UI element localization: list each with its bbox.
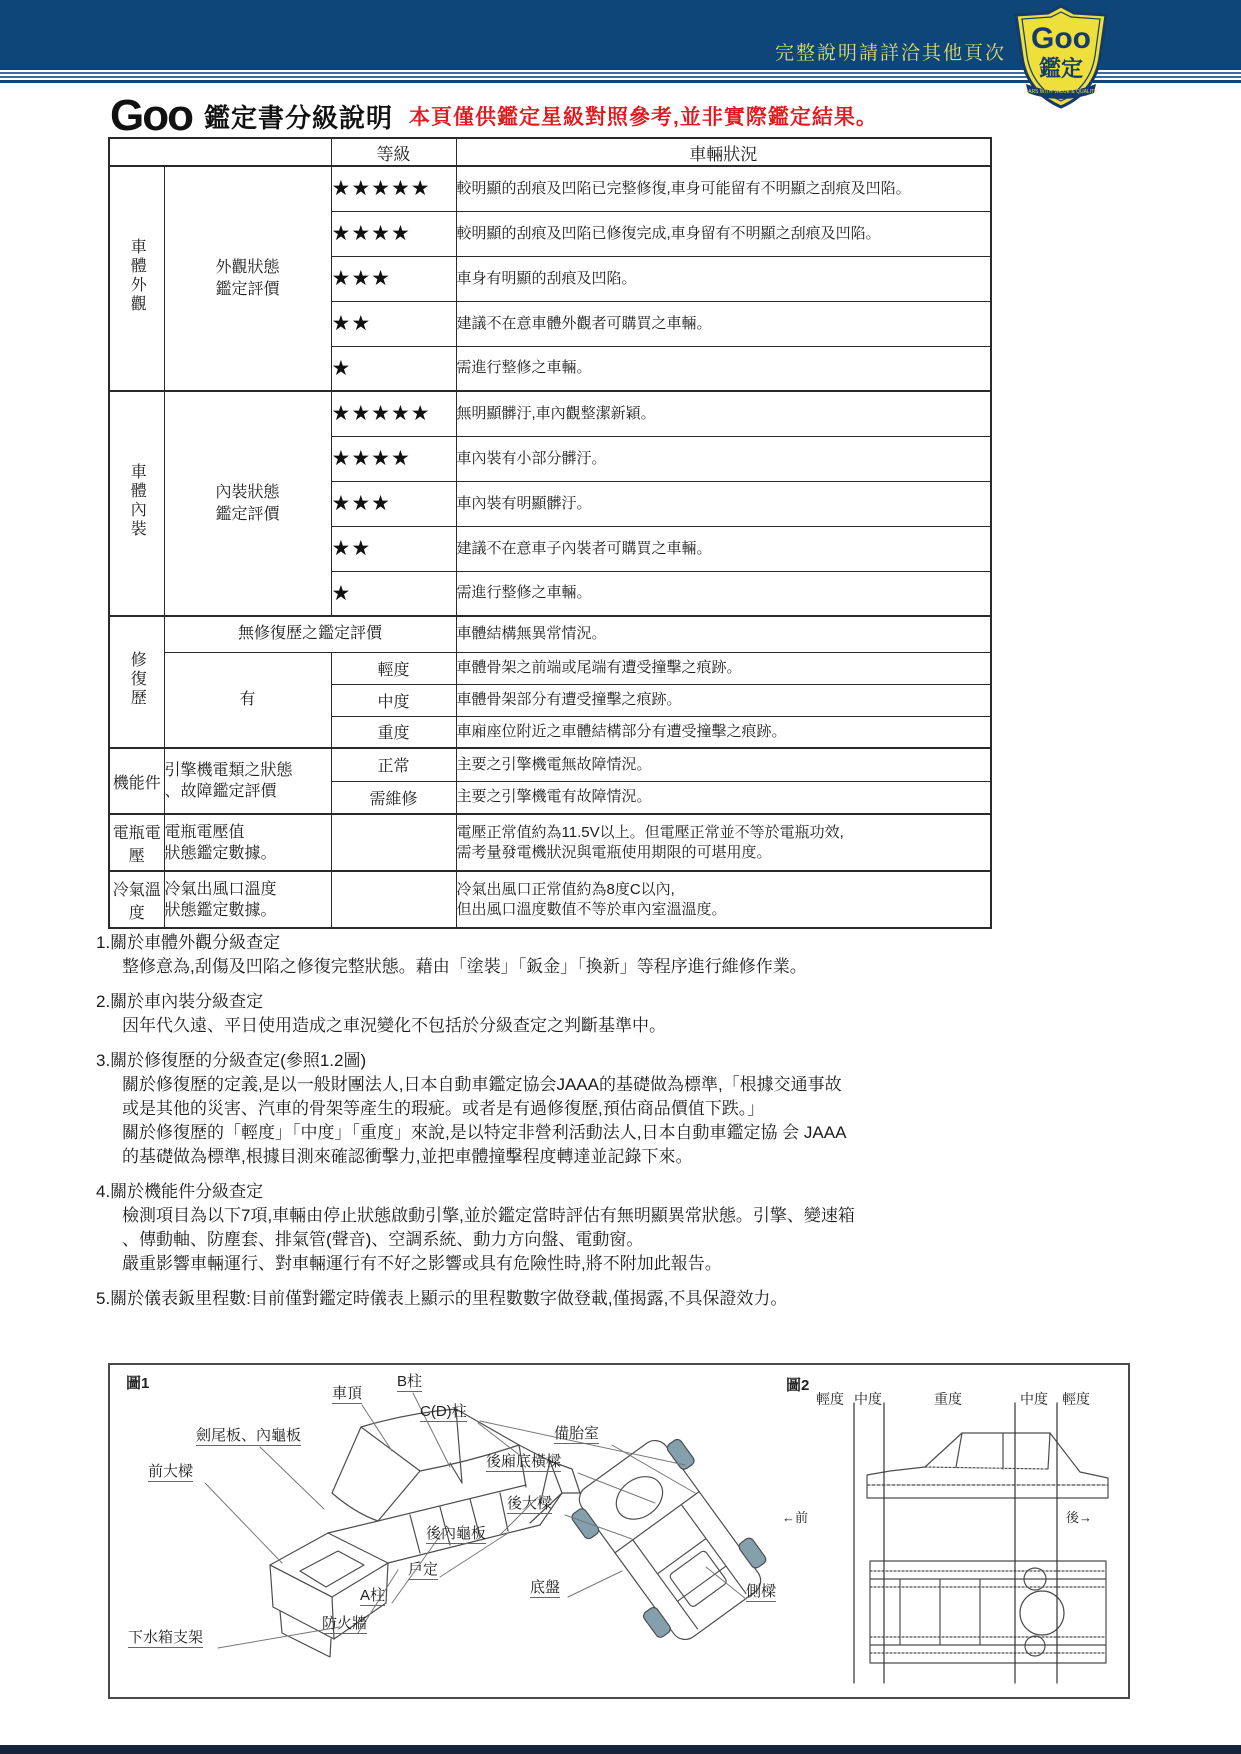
ac-sub-label: 冷氣出風口溫度 狀態鑑定數據。 [164,871,331,928]
category-repair: 修復歷 [109,616,164,748]
functional-sub-label: 引擎機電類之狀態 、故障鑑定評價 [164,748,331,814]
grade-cell: ★★ [331,301,456,346]
banner-notice: 完整說明請詳洽其他頁次 [774,43,1006,64]
desc-cell: 較明顯的刮痕及凹陷已完整修復,車身可能留有不明顯之刮痕及凹陷。 [456,166,991,211]
zone-label-light-left: 輕度 [816,1391,844,1407]
page-title: 鑑定書分級說明 [203,102,393,133]
callout-radiator-support: 下水箱支架 [128,1629,204,1646]
goo-kantei-badge [1013,4,1109,110]
header-condition: 車輛狀況 [456,138,991,166]
zone-label-medium-left: 中度 [854,1391,882,1407]
front-direction-arrow: ←前 [782,1510,809,1525]
desc-cell: 主要之引擎機電無故障情況。 [456,748,991,781]
zone-label-medium-right: 中度 [1020,1391,1048,1407]
grade-cell: 需維修 [331,781,456,814]
car-side-profile-drawing [867,1433,1108,1498]
shield-badge-icon [1013,4,1109,110]
desc-cell: 較明顯的刮痕及凹陷已修復完成,車身留有不明顯之刮痕及凹陷。 [456,211,991,256]
desc-cell: 電壓正常值約為11.5V以上。但電壓正常並不等於電瓶功效, 需考量發電機狀況與電瓶使用期限的可堪用度。 [456,814,991,871]
battery-sub-label: 電瓶電壓值 狀態鑑定數據。 [164,814,331,871]
footer-bar [0,1745,1241,1754]
callout-b-pillar: B柱 [397,1373,423,1390]
empty-grade-cell [331,871,456,928]
goo-logo: Goo [110,91,192,140]
figure-box [108,1363,1130,1699]
grade-cell: ★★ [331,526,456,571]
badge-kantei-text: 鑑定 [1038,56,1084,81]
interior-sub-label: 內裝狀態 鑑定評價 [164,391,331,616]
badge-ribbon-text: CARS WITH VALUE & QUALITY [1024,89,1098,95]
note-1: 1.關於車體外觀分級查定 整修意為,刮傷及凹陷之修復完整狀態。藉由「塗裝」「鈑金」「換新」等程序進行維修作業。 [96,933,807,976]
callout-roof: 車頂 [332,1385,363,1402]
rear-direction-arrow: 後→ [1066,1510,1093,1525]
callout-sill: 戶定 [408,1561,439,1578]
grade-cell: 輕度 [331,652,456,684]
desc-cell: 需進行整修之車輛。 [456,571,991,616]
grade-cell: ★★★★★ [331,391,456,436]
figure-drawings [110,1365,1128,1695]
callout-tail-panel: 劍尾板、內龜板 [196,1427,302,1444]
callout-side-beam: 側樑 [746,1583,777,1600]
car-frame-isometric-drawing [270,1409,580,1657]
page-warning: 本頁僅供鑑定星級對照參考,並非實際鑑定結果。 [409,106,878,129]
note-3: 3.關於修復歷的分級查定(參照1.2圖) 關於修復歷的定義,是以一般財團法人,日本自動車鑑定協会JAAA的基礎做為標準,「根據交通事故 或是其他的災害、汽車的骨架等產生的瑕疵。或者是有過修復歷,預估商品價值下跌。」 關於修復歷的「輕度」「中度」「重度」來說,是以特定非營利活動法人,日本自動車鑑定協 会 JAAA 的基礎做為標準,根據目測來確認衝擊力,並把車體撞擊程度轉達並記錄下來。 [96,1051,847,1166]
badge-goo-text: Goo [1031,22,1091,55]
desc-cell: 無明顯髒汙,車內觀整潔新穎。 [456,391,991,436]
desc-cell: 車體骨架部分有遭受撞擊之痕跡。 [456,684,991,716]
callout-rear-inner-panel: 後內龜板 [426,1525,487,1542]
category-battery: 電瓶電壓 [109,814,164,871]
callout-a-pillar: A柱 [360,1587,386,1604]
desc-cell: 主要之引擎機電有故障情況。 [456,781,991,814]
note-5: 5.關於儀表鈑里程數:目前僅對鑑定時儀表上顯示的里程數數字做登載,僅揭露,不具保證效力。 [96,1289,788,1308]
callout-firewall: 防火牆 [322,1615,368,1632]
header-empty-cell [109,138,331,166]
note-4: 4.關於機能件分級查定 檢測項目為以下7項,車輛由停止狀態啟動引擎,並於鑑定當時評估有無明顯異常狀態。引擎、變速箱 、傳動軸、防塵套、排氣管(聲音)、空調系統、動力方向盤、電動窗。 嚴重影響車輛運行、對車輛運行有不好之影響或具有危險性時,將不附加此報告。 [96,1182,855,1273]
exterior-sub-label: 外觀狀態 鑑定評價 [164,166,331,391]
desc-cell: 車體骨架之前端或尾端有遭受撞擊之痕跡。 [456,652,991,684]
note-2: 2.關於車內裝分級查定 因年代久遠、平日使用造成之車況變化不包括於分級查定之判斷基準中。 [96,992,666,1035]
grade-cell: 正常 [331,748,456,781]
category-interior: 車體內裝 [109,391,164,616]
desc-cell: 冷氣出風口正常值約為8度C以內, 但出風口溫度數值不等於車內室溫溫度。 [456,871,991,928]
grade-cell: ★ [331,571,456,616]
grade-cell: ★★★ [331,481,456,526]
category-ac: 冷氣溫度 [109,871,164,928]
callout-chassis: 底盤 [530,1579,561,1596]
title-row [110,91,878,140]
desc-cell: 車廂座位附近之車體結構部分有遭受撞擊之痕跡。 [456,716,991,748]
desc-cell: 車身有明顯的刮痕及凹陷。 [456,256,991,301]
callout-spare-room: 備胎室 [554,1425,600,1442]
callout-rear-floor-cross: 後廂底橫樑 [486,1453,562,1470]
notes-section [96,931,1136,1322]
car-underside-plan-drawing [870,1561,1106,1663]
zone-label-light-right: 輕度 [1062,1391,1090,1407]
grade-cell: ★★★★★ [331,166,456,211]
callout-rear-beam: 後大樑 [507,1495,553,1512]
fig2-label: 圖2 [786,1377,810,1394]
zone-label-heavy: 重度 [934,1391,962,1407]
grade-cell: ★★★★ [331,436,456,481]
category-exterior: 車體外觀 [109,166,164,391]
desc-cell: 車內裝有明顯髒汙。 [456,481,991,526]
car-underside-tilted-drawing [562,1426,779,1654]
desc-cell: 建議不在意車體外觀者可購買之車輛。 [456,301,991,346]
desc-cell: 車內裝有小部分髒汙。 [456,436,991,481]
grade-cell: 中度 [331,684,456,716]
empty-grade-cell [331,814,456,871]
repair-none-label: 無修復歷之鑑定評價 [164,616,456,652]
grading-table [108,137,992,929]
category-functional: 機能件 [109,748,164,814]
grade-cell: 重度 [331,716,456,748]
header-grade: 等級 [331,138,456,166]
grade-cell: ★★★★ [331,211,456,256]
grade-cell: ★ [331,346,456,391]
desc-cell: 車體結構無異常情況。 [456,616,991,652]
callout-front-beam: 前大樑 [148,1463,194,1480]
fig1-label: 圖1 [126,1375,150,1392]
grade-cell: ★★★ [331,256,456,301]
desc-cell: 需進行整修之車輛。 [456,346,991,391]
desc-cell: 建議不在意車子內裝者可購買之車輛。 [456,526,991,571]
callout-cd-pillar: C(D)柱 [420,1403,467,1420]
repair-has-label: 有 [164,652,331,748]
